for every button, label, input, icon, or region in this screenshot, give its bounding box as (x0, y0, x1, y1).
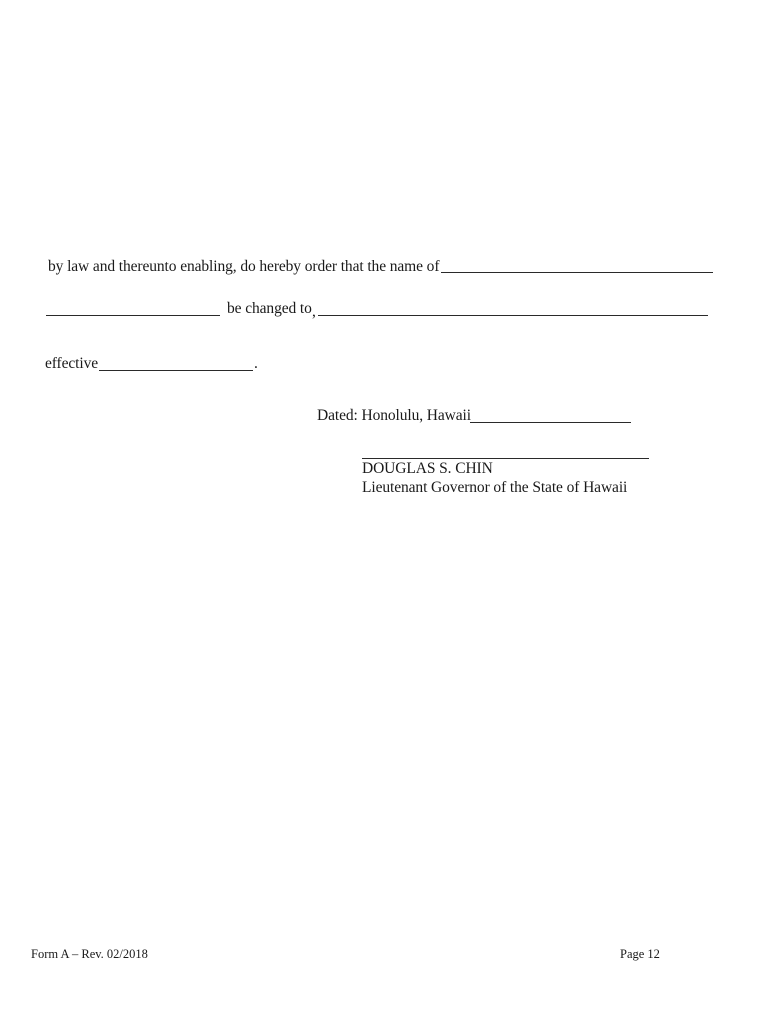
order-statement-text: by law and thereunto enabling, do hereby order that the name of (48, 258, 440, 275)
be-changed-to-text: be changed to (227, 300, 312, 317)
effective-label: effective (45, 355, 99, 372)
dated-field[interactable] (470, 422, 631, 423)
effective-period: . (254, 355, 258, 372)
dated-label: Dated: Honolulu, Hawaii (317, 407, 471, 424)
former-name-field-part2[interactable] (46, 315, 220, 316)
page-number: Page 12 (620, 947, 660, 961)
former-name-field-part1[interactable] (441, 272, 713, 273)
signatory-title: Lieutenant Governor of the State of Hawaii (362, 479, 628, 496)
effective-date-field[interactable] (99, 370, 253, 371)
signature-line[interactable] (362, 458, 649, 459)
new-name-field[interactable] (318, 315, 708, 316)
signatory-name: DOUGLAS S. CHIN (362, 460, 493, 477)
form-revision-label: Form A – Rev. 02/2018 (31, 947, 148, 961)
comma-mark: , (312, 303, 316, 320)
